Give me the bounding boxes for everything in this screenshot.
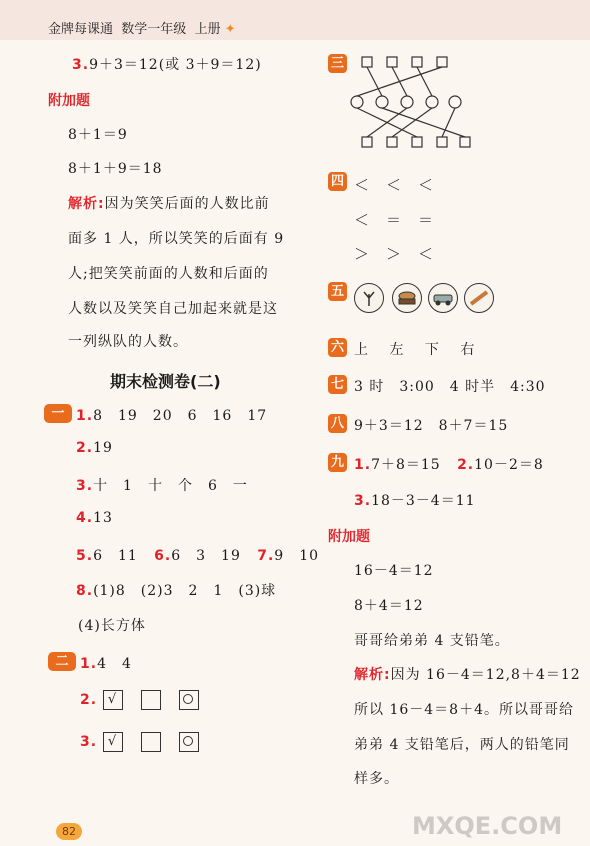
- answer-line: [80, 653, 132, 673]
- analysis-line: 样多。: [354, 771, 399, 787]
- analysis-label: 解析:: [354, 667, 391, 683]
- section-badge: 九: [328, 453, 347, 472]
- answer-line: [76, 545, 319, 565]
- equation: 16－4＝12: [354, 563, 434, 579]
- section-badge: 二: [48, 652, 76, 671]
- item-number: 2.: [80, 692, 98, 708]
- equation: 8＋1＝9: [68, 127, 128, 143]
- item-number: 6.: [154, 548, 172, 564]
- answer-line: [76, 510, 113, 526]
- middle-circle: [376, 96, 388, 108]
- analysis-line: 人数以及笑笑自己加起来就是这: [68, 301, 278, 317]
- section-badge: 一: [44, 404, 72, 423]
- analysis-line: [68, 193, 270, 213]
- answer-text: (1)8 (2)3 2 1 (3)球: [93, 583, 277, 599]
- analysis-text: 因为笑笑后面的人数比前: [104, 196, 270, 212]
- check-box: √: [103, 732, 123, 752]
- top-square: [387, 57, 397, 67]
- top-square: [412, 57, 422, 67]
- answer-text: 10－2＝8: [474, 457, 544, 473]
- section-badge: 四: [328, 172, 347, 191]
- answer-line: [76, 405, 267, 425]
- item-number: 2.: [457, 457, 475, 473]
- analysis-line: 一列纵队的人数。: [68, 334, 188, 350]
- answer-text: 9＋3＝12(或 3＋9＝12): [89, 57, 262, 73]
- exam-title: 期末检测卷(二): [110, 372, 221, 391]
- top-square: [362, 57, 372, 67]
- answer-text: 十 1 十 个 6 一: [93, 478, 248, 494]
- book-name: 金牌每课通: [48, 22, 114, 37]
- page-number: 82: [56, 823, 82, 840]
- analysis-label: 解析:: [68, 196, 105, 212]
- item-number: 8.: [76, 583, 94, 599]
- answer-text: 19: [93, 440, 113, 456]
- direction-answers: 上 左 下 右: [354, 342, 476, 358]
- answer-line: [76, 440, 113, 456]
- answer-text: 6 3 19: [171, 548, 241, 564]
- item-number: 3.: [354, 493, 372, 509]
- answer-text: 6 11: [93, 548, 138, 564]
- match-line: [392, 108, 432, 137]
- equation: 8＋4＝12: [354, 598, 424, 614]
- middle-circle: [351, 96, 363, 108]
- item-number: 1.: [76, 408, 94, 424]
- equation: 8＋1＋9＝18: [68, 161, 163, 177]
- answer-text: 7＋8＝15: [371, 457, 441, 473]
- check-box: √: [103, 690, 123, 710]
- bottom-square: [387, 137, 397, 147]
- vegetable-picture: [354, 283, 384, 313]
- car-picture: [428, 283, 458, 313]
- section-badge: 七: [328, 375, 347, 394]
- match-line: [367, 108, 407, 137]
- section-badge: 六: [328, 338, 347, 357]
- middle-circle: [449, 96, 461, 108]
- answer-text: 8 19 20 6 16 17: [93, 408, 268, 424]
- header-title: [48, 18, 236, 37]
- bottom-square: [460, 137, 470, 147]
- circle-box-icon: [179, 732, 199, 752]
- answer-line: (4)长方体: [78, 618, 146, 634]
- answer-line: [72, 54, 262, 74]
- star-icon: ✦: [224, 22, 236, 37]
- empty-box: [141, 690, 161, 710]
- answer-line: [76, 580, 276, 600]
- item-number: 5.: [76, 548, 94, 564]
- watermark: MXQE.COM: [412, 812, 563, 840]
- answer-text: 4 4: [97, 656, 132, 672]
- analysis-text: 因为 16－4＝12,8＋4＝12: [390, 667, 581, 683]
- answer-line: [76, 475, 248, 495]
- answer-text: 13: [93, 510, 113, 526]
- answer-text: 18－3－4＝11: [371, 493, 476, 509]
- extra-problem-title: 附加题: [48, 93, 90, 109]
- answer-sentence: 哥哥给弟弟 4 支铅笔。: [354, 633, 510, 649]
- section-badge: 五: [328, 282, 347, 301]
- bottom-square: [362, 137, 372, 147]
- bottom-square: [412, 137, 422, 147]
- analysis-line: 人;把笑笑前面的人数和后面的: [68, 266, 269, 282]
- middle-circle: [426, 96, 438, 108]
- compare-row: ＜ ＝ ＝: [354, 211, 435, 229]
- item-number: 2.: [76, 440, 94, 456]
- answer-line: [354, 490, 476, 510]
- top-square: [437, 57, 447, 67]
- item-number: 7.: [257, 548, 275, 564]
- extra-problem-title: 附加题: [328, 529, 370, 545]
- analysis-line: [354, 664, 581, 684]
- compare-row: ＞ ＞ ＜: [354, 245, 435, 263]
- section-badge: 三: [328, 54, 347, 73]
- item-number: 1.: [354, 457, 372, 473]
- matching-diagram: [345, 50, 475, 155]
- middle-circle: [401, 96, 413, 108]
- item-number: 3.: [72, 57, 90, 73]
- compare-row: ＜ ＜ ＜: [354, 176, 435, 194]
- item-number: 4.: [76, 510, 94, 526]
- subject: 数学一年级: [121, 22, 187, 37]
- item-number: 3.: [76, 478, 94, 494]
- item-number: 3.: [80, 734, 98, 750]
- analysis-line: 弟弟 4 支铅笔后，两人的铅笔同: [354, 737, 570, 753]
- item-number: 1.: [80, 656, 98, 672]
- analysis-line: 所以 16－4＝8＋4。所以哥哥给: [354, 702, 574, 718]
- volume: 上册: [194, 22, 221, 37]
- circle-box-icon: [179, 690, 199, 710]
- choice-row: [80, 732, 199, 752]
- choice-row: [80, 690, 199, 710]
- analysis-line: 面多 1 人，所以笑笑的后面有 9: [68, 231, 285, 247]
- section-badge: 八: [328, 414, 347, 433]
- answer-line: [354, 454, 544, 474]
- empty-box: [141, 732, 161, 752]
- equation-answers: 9＋3＝12 8＋7＝15: [354, 418, 509, 434]
- burger-picture: [392, 283, 422, 313]
- time-answers: 3 时 3:00 4 时半 4:30: [354, 379, 546, 395]
- bottom-square: [437, 137, 447, 147]
- answer-text: 9 10: [274, 548, 320, 564]
- pencil-picture: [464, 283, 494, 313]
